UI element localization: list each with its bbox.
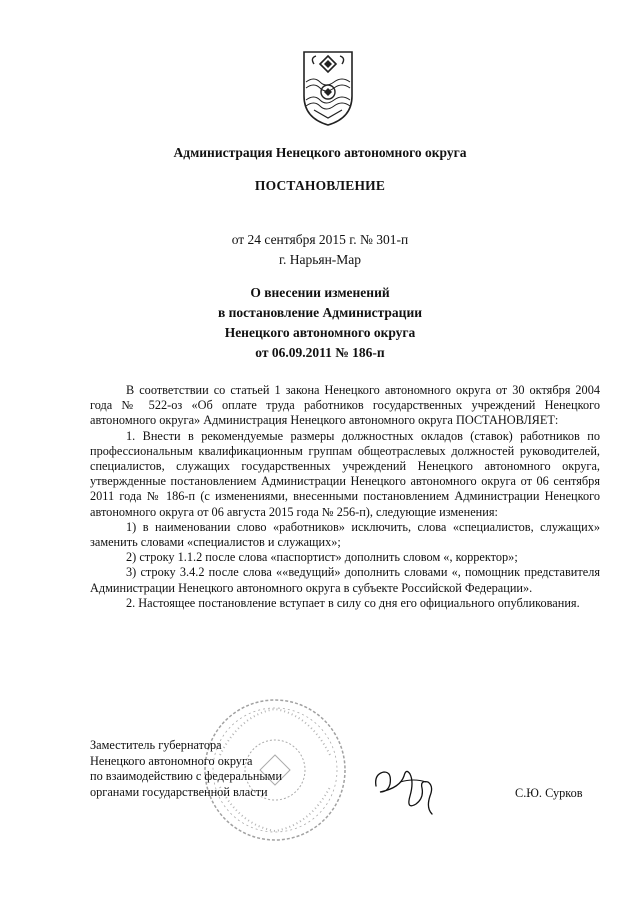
signatory-position-line: по взаимодействию с федеральными bbox=[90, 769, 283, 784]
coat-of-arms-icon bbox=[300, 48, 356, 128]
body-paragraph: В соответствии со статьей 1 закона Ненецкого автономного округа от 30 октября 2004 года № 522-оз «Об оплате труда работников государственных учреждений Ненецкого автономного округа» Администрация Ненецкого автономного округа ПОСТАНОВЛЯЕТ: bbox=[90, 383, 600, 428]
body-paragraph: 2. Настоящее постановление вступает в силу со дня его официального опубликования. bbox=[126, 595, 580, 610]
body-paragraph: 1) в наименовании слово «работников» исключить, слова «специалистов, служащих» заменить словами «специалистов и служащих»; bbox=[90, 519, 600, 550]
organization-title: Администрация Ненецкого автономного округа bbox=[173, 145, 467, 160]
subject-line: Ненецкого автономного округа bbox=[224, 325, 416, 340]
signatory-position-line: Ненецкого автономного округа bbox=[90, 753, 253, 768]
date-and-number: от 24 сентября 2015 г. № 301-п bbox=[231, 232, 409, 247]
city: г. Нарьян-Мар bbox=[278, 252, 362, 267]
signatory-position-line: органами государственной власти bbox=[90, 784, 268, 799]
signatory-name: С.Ю. Сурков bbox=[515, 786, 583, 800]
body-paragraph: 3) строку 3.4.2 после слова ««ведущий» дополнить словами «, помощник представителя Администрации Ненецкого автономного округа в субъекте Российской Федерации». bbox=[90, 565, 600, 595]
subject-line: в постановление Администрации bbox=[217, 305, 423, 320]
document-subject bbox=[0, 283, 640, 363]
body-paragraph: 1. Внести в рекомендуемые размеры должностных окладов (ставок) работников по профессиональным квалификационным группам общеотраслевых должностей руководителей, специалистов, служащих государственных учреждений Ненецкого автономного округа, утвержденные постановлением Администрации Ненецкого автономного округа от 06 сентября 2011 года № 186-п (с изменениями, внесенными постановлением Администрации Ненецкого автономного округа от 06 августа 2015 года № 256-п), следующие изменения: bbox=[90, 428, 600, 519]
signatory-position bbox=[90, 738, 282, 800]
subject-line: от 06.09.2011 № 186-п bbox=[255, 345, 385, 360]
document-type: ПОСТАНОВЛЕНИЕ bbox=[254, 178, 386, 193]
document-body bbox=[90, 383, 600, 611]
subject-line: О внесении изменений bbox=[250, 285, 390, 300]
signatory-position-line: Заместитель губернатора bbox=[90, 738, 222, 752]
body-paragraph: 2) строку 1.1.2 после слова «паспортист» дополнить словом «, корректор»; bbox=[126, 550, 518, 565]
handwritten-signature-icon bbox=[370, 752, 450, 822]
